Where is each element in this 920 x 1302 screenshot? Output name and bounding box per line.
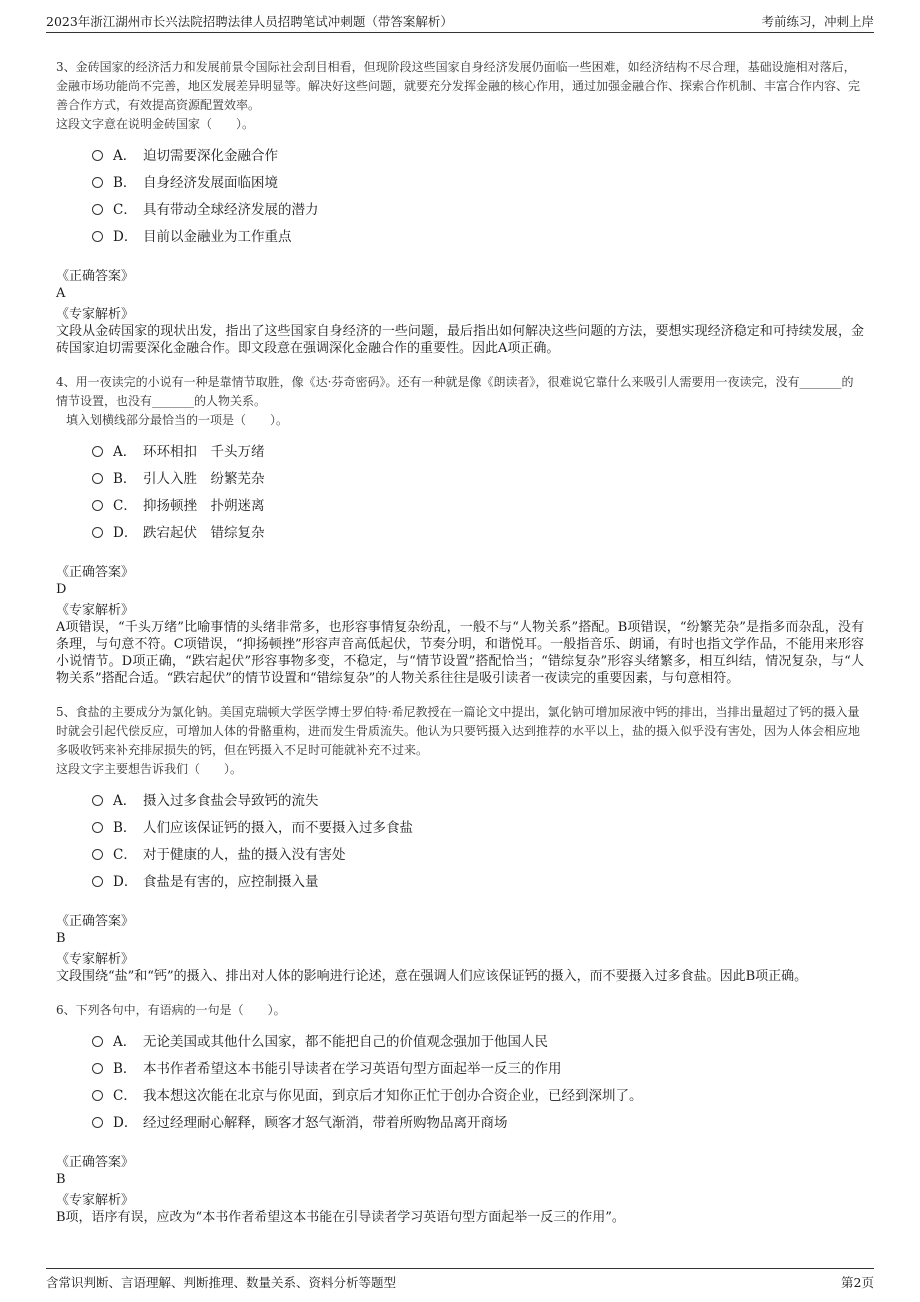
answer-option[interactable] [92,866,864,893]
option-letter: D． [113,524,138,541]
answer-value: B [56,931,66,946]
question-list [56,58,864,1242]
radio-button-icon[interactable] [92,822,103,833]
option-text: 引人入胜 纷繁芜杂 [143,470,265,487]
answer-heading: 《正确答案》 [56,565,135,580]
radio-button-icon[interactable] [92,1090,103,1101]
option-letter: D． [113,1114,138,1131]
answer-heading: 《正确答案》 [56,1155,135,1170]
footer-topics: 含常识判断、言语理解、判断推理、数量关系、资料分析等题型 [46,1275,397,1290]
analysis-text: 文段围绕“盐”和“钙”的摄入、排出对人体的影响进行论述，意在强调人们应该保证钙的摄入，而不要摄入过多食盐。因此B项正确。 [56,969,808,984]
radio-button-icon[interactable] [92,446,103,457]
radio-button-icon[interactable] [92,150,103,161]
answer-option[interactable] [92,1053,864,1080]
option-text: 抑扬顿挫 扑朔迷离 [143,497,265,514]
option-letter: B． [113,470,137,487]
answer-option[interactable] [92,167,864,194]
answer-value: A [56,286,66,301]
answer-heading: 《正确答案》 [56,269,135,284]
answer-option[interactable] [92,490,864,517]
option-text: 目前以金融业为工作重点 [143,228,292,245]
document-title: 2023年浙江湖州市长兴法院招聘法律人员招聘笔试冲刺题（带答案解析） [46,14,453,29]
answer-heading: 《正确答案》 [56,914,135,929]
analysis-heading: 《专家解析》 [56,1193,135,1208]
option-letter: A． [113,443,137,460]
radio-button-icon[interactable] [92,1117,103,1128]
answer-option[interactable] [92,839,864,866]
question-text: 3、金砖国家的经济活力和发展前景令国际社会刮目相看，但现阶段这些国家自身经济发展仍面临一些困难，如经济结构不尽合理，基础设施相对落后，金融市场功能尚不完善，地区发展差异明显等。解决好这些问题，就要充分发挥金融的核心作用，通过加强金融合作、探索合作机制、丰富合作内容、完善合作方式，有效提高资源配置效率。 [56,60,861,112]
question-block [56,58,864,357]
option-letter: C． [113,1087,137,1104]
question-prompt: 这段文字主要想告诉我们（ ）。 [56,762,243,776]
option-list [56,436,864,544]
answer-option[interactable] [92,463,864,490]
answer-option[interactable] [92,785,864,812]
page-header [46,10,874,33]
option-text: 摄入过多食盐会导致钙的流失 [143,792,319,809]
answer-option[interactable] [92,812,864,839]
answer-value: D [56,582,67,597]
page-footer [46,1268,874,1293]
question-text: 4、用一夜读完的小说有一种是靠情节取胜，像《达·芬奇密码》。还有一种就是像《朗读者》，很难说它靠什么来吸引人需要用一夜读完，没有_______的情节设置，也没有_______的人物关系。 [56,375,854,408]
radio-button-icon[interactable] [92,231,103,242]
question-block [56,373,864,687]
question-block [56,703,864,985]
analysis-text: A项错误，“千头万绪”比喻事情的头绪非常多，也形容事情复杂纷乱，一般不与“人物关系”搭配。B项错误，“纷繁芜杂”是指多而杂乱，没有条理，与句意不符。C项错误，“抑扬顿挫”形容声音高低起伏，节奏分明，和谐悦耳。一般指音乐、朗诵，有时也指文学作品，不能用来形容小说情节。D项正确，“跌宕起伏”形容事物多变，不稳定，与“情节设置”搭配恰当；“错综复杂”形容头绪繁多，相互纠结，情况复杂，与“人物关系”搭配合适。“跌宕起伏”的情节设置和“错综复杂”的人物关系往往是吸引读者一夜读完的重要因素，与句意相符。 [56,620,864,686]
option-text: 对于健康的人，盐的摄入没有害处 [143,846,346,863]
option-text: 迫切需要深化金融合作 [143,147,278,164]
radio-button-icon[interactable] [92,849,103,860]
option-list [56,1026,864,1134]
question-prompt: 这段文字意在说明金砖国家（ ）。 [56,117,255,131]
radio-button-icon[interactable] [92,204,103,215]
option-text: 经过经理耐心解释，顾客才怒气渐消，带着所购物品离开商场 [143,1114,508,1131]
option-letter: B． [113,819,137,836]
option-text: 自身经济发展面临困境 [143,174,278,191]
answer-option[interactable] [92,1080,864,1107]
option-letter: A． [113,792,137,809]
option-letter: C． [113,846,137,863]
radio-button-icon[interactable] [92,1036,103,1047]
question-block [56,1001,864,1226]
radio-button-icon[interactable] [92,876,103,887]
option-letter: A． [113,147,137,164]
header-slogan: 考前练习，冲刺上岸 [761,14,874,29]
answer-value: B [56,1172,66,1187]
answer-option[interactable] [92,140,864,167]
radio-button-icon[interactable] [92,473,103,484]
radio-button-icon[interactable] [92,500,103,511]
option-text: 人们应该保证钙的摄入，而不要摄入过多食盐 [143,819,413,836]
radio-button-icon[interactable] [92,177,103,188]
analysis-heading: 《专家解析》 [56,307,135,322]
option-letter: A． [113,1033,137,1050]
question-prompt: 填入划横线部分最恰当的一项是（ ）。 [66,413,289,427]
answer-option[interactable] [92,1107,864,1134]
page-number: 第2页 [841,1275,874,1290]
option-list [56,785,864,893]
option-text: 本书作者希望这本书能引导读者在学习英语句型方面起举一反三的作用 [143,1060,562,1077]
analysis-heading: 《专家解析》 [56,952,135,967]
radio-button-icon[interactable] [92,795,103,806]
question-text: 5、食盐的主要成分为氯化钠。美国克瑞顿大学医学博士罗伯特·希尼教授在一篇论文中提出，氯化钠可增加尿液中钙的排出，当排出量超过了钙的摄入量时就会引起代偿反应，可增加人体的骨骼重构，进而发生骨质流失。他认为只要钙摄入达到推荐的水平以上，盐的摄入似乎没有害处，因为人体会相应地多吸收钙来补充排尿损失的钙，但在钙摄入不足时可能就补充不过来。 [56,705,861,757]
radio-button-icon[interactable] [92,1063,103,1074]
option-list [56,140,864,248]
option-letter: B． [113,1060,137,1077]
option-letter: B． [113,174,137,191]
option-text: 无论美国或其他什么国家，都不能把自己的价值观念强加于他国人民 [143,1033,548,1050]
question-text: 6、下列各句中，有语病的一句是（ ）。 [56,1003,286,1017]
option-text: 我本想这次能在北京与你见面，到京后才知你正忙于创办合资企业，已经到深圳了。 [143,1087,643,1104]
radio-button-icon[interactable] [92,527,103,538]
option-letter: D． [113,228,138,245]
answer-option[interactable] [92,517,864,544]
option-letter: C． [113,497,137,514]
option-text: 跌宕起伏 错综复杂 [143,524,265,541]
option-text: 食盐是有害的，应控制摄入量 [143,873,319,890]
answer-option[interactable] [92,1026,864,1053]
answer-option[interactable] [92,436,864,463]
option-text: 环环相扣 千头万绪 [143,443,265,460]
analysis-text: 文段从金砖国家的现状出发，指出了这些国家自身经济的一些问题，最后指出如何解决这些问题的方法，要想实现经济稳定和可持续发展，金砖国家迫切需要深化金融合作。即文段意在强调深化金融合作的重要性。因此A项正确。 [56,324,864,356]
analysis-heading: 《专家解析》 [56,603,135,618]
option-letter: C． [113,201,137,218]
answer-option[interactable] [92,221,864,248]
option-text: 具有带动全球经济发展的潜力 [143,201,319,218]
answer-option[interactable] [92,194,864,221]
analysis-text: B项，语序有误，应改为“本书作者希望这本书能在引导读者学习英语句型方面起举一反三的作用”。 [56,1210,625,1225]
option-letter: D． [113,873,138,890]
